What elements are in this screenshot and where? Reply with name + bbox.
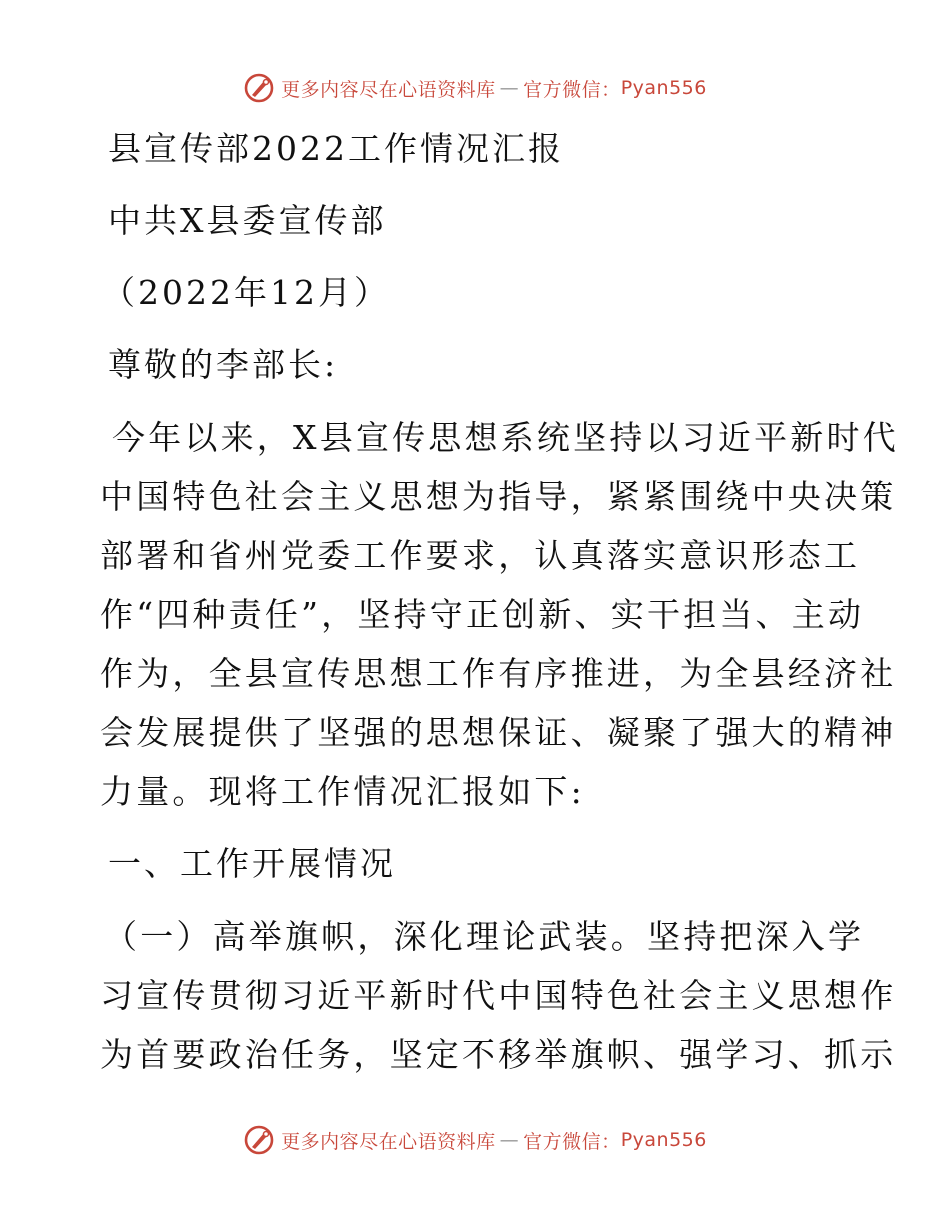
watermark-contact-label: 官方微信：: [523, 1130, 621, 1153]
document-organization: 中共X县委宣传部: [108, 201, 387, 240]
section-heading: 一、工作开展情况: [108, 844, 396, 883]
section-paragraph: [100, 907, 897, 1084]
intro-line: 作为，全县宣传思想工作有序推进，为全县经济社: [100, 654, 897, 693]
watermark-brand-text: 更多内容尽在心语资料库: [281, 1130, 496, 1153]
section-line: 习宣传贯彻习近平新时代中国特色社会主义思想作: [100, 976, 897, 1015]
intro-line: 作“四种责任”，坚持守正创新、实干担当、主动: [100, 595, 865, 634]
quill-circle-logo-icon: [243, 1124, 275, 1156]
section-line: 为首要政治任务，坚定不移举旗帜、强学习、抓示: [100, 1035, 897, 1074]
watermark-separator: —: [499, 77, 520, 99]
intro-line: 会发展提供了坚强的思想保证、凝聚了强大的精神: [100, 713, 897, 752]
quill-circle-logo-icon: [243, 72, 275, 104]
intro-line: 中国特色社会主义思想为指导，紧紧围绕中央决策: [100, 477, 897, 516]
footer-watermark: [0, 1124, 950, 1156]
intro-line: 今年以来，X县宣传思想系统坚持以习近平新时代: [112, 418, 899, 457]
section-line: （一）高举旗帜，深化理论武装。坚持把深入学: [104, 917, 865, 956]
document-title: 县宣传部2022工作情况汇报: [108, 129, 564, 168]
intro-line: 部署和省州党委工作要求，认真落实意识形态工: [100, 536, 861, 575]
watermark-brand-text: 更多内容尽在心语资料库: [281, 78, 496, 101]
document-body: [100, 120, 899, 1098]
watermark-separator: —: [499, 1129, 520, 1151]
intro-paragraph: [100, 408, 899, 821]
watermark-contact-id: Pyan556: [620, 1129, 707, 1151]
header-watermark: [0, 72, 950, 104]
watermark-contact-label: 官方微信：: [523, 78, 621, 101]
intro-line: 力量。现将工作情况汇报如下:: [100, 772, 585, 811]
document-date: （2022年12月）: [102, 273, 390, 312]
watermark-contact-id: Pyan556: [620, 77, 707, 99]
document-salutation: 尊敬的李部长:: [108, 345, 339, 384]
